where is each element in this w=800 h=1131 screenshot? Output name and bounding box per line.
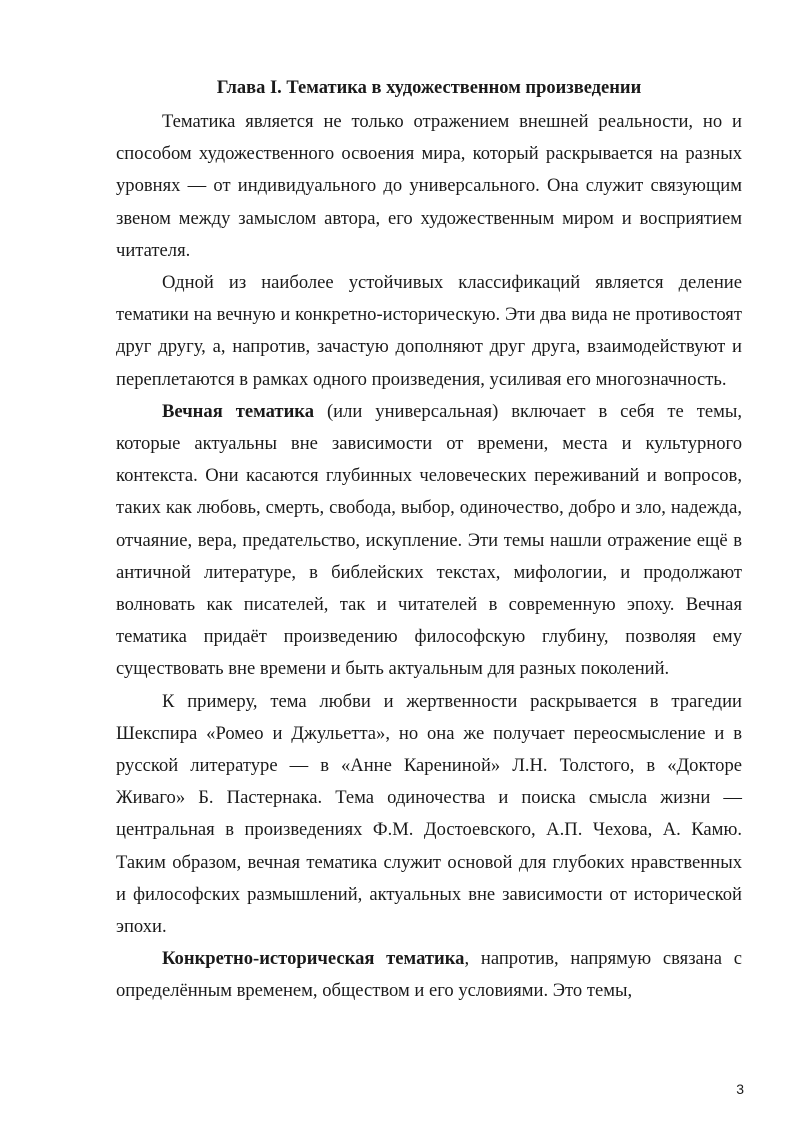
page-number: 3 (736, 1081, 744, 1097)
paragraph-3-text: (или универсальная) включает в себя те темы, которые актуальны вне зависимости от времени, места и культурного контекста. Они касаются глубинных человеческих переживаний и вопросов, таких как любовь, смерть, свобода, выбор, одиночество, добро и зло, надежда, отчаяние, вера, предательство, искупление. Эти темы нашли отражение ещё в античной литературе, в библейских текстах, мифологии, и продолжают волновать как писателей, так и читателей в современную эпоху. Вечная тематика придаёт произведению философскую глубину, позволяя ему существовать вне времени и быть актуальным для разных поколений. (116, 400, 742, 680)
paragraph-1 (116, 106, 742, 267)
paragraph-5 (116, 943, 742, 1007)
paragraph-3 (116, 396, 742, 686)
paragraph-4 (116, 686, 742, 944)
paragraph-1-text: Тематика является не только отражением внешней реальности, но и способом художественного освоения мира, который раскрывается на разных уровнях — от индивидуального до универсального. Она служит связующим звеном между замыслом автора, его художественным миром и восприятием читателя. (116, 111, 742, 261)
chapter-title: Глава I. Тематика в художественном произведении (216, 78, 642, 98)
paragraph-5-term: Конкретно-историческая тематика (162, 948, 465, 970)
paragraph-5-text: , напротив, напрямую связана с определённым временем, обществом и его условиями. Это темы, (116, 948, 742, 1002)
paragraph-2 (116, 267, 742, 396)
paragraph-4-text: К примеру, тема любви и жертвенности раскрывается в трагедии Шекспира «Ромео и Джульетта», но она же получает переосмысление и в русской литературе — в «Анне Карениной» Л.Н. Толстого, в «Докторе Живаго» Б. Пастернака. Тема одиночества и поиска смысла жизни — центральная в произведениях Ф.М. Достоевского, А.П. Чехова, А. Камю. Таким образом, вечная тематика служит основой для глубоких нравственных и философских размышлений, актуальных вне зависимости от исторической эпохи. (116, 690, 742, 938)
body-text (116, 106, 742, 1008)
paragraph-2-text: Одной из наиболее устойчивых классификаций является деление тематики на вечную и конкретно-историческую. Эти два вида не противостоят друг другу, а, напротив, зачастую дополняют друг друга, взаимодействуют и переплетаются в рамках одного произведения, усиливая его многозначность. (116, 272, 742, 390)
paragraph-3-term: Вечная тематика (162, 400, 315, 422)
